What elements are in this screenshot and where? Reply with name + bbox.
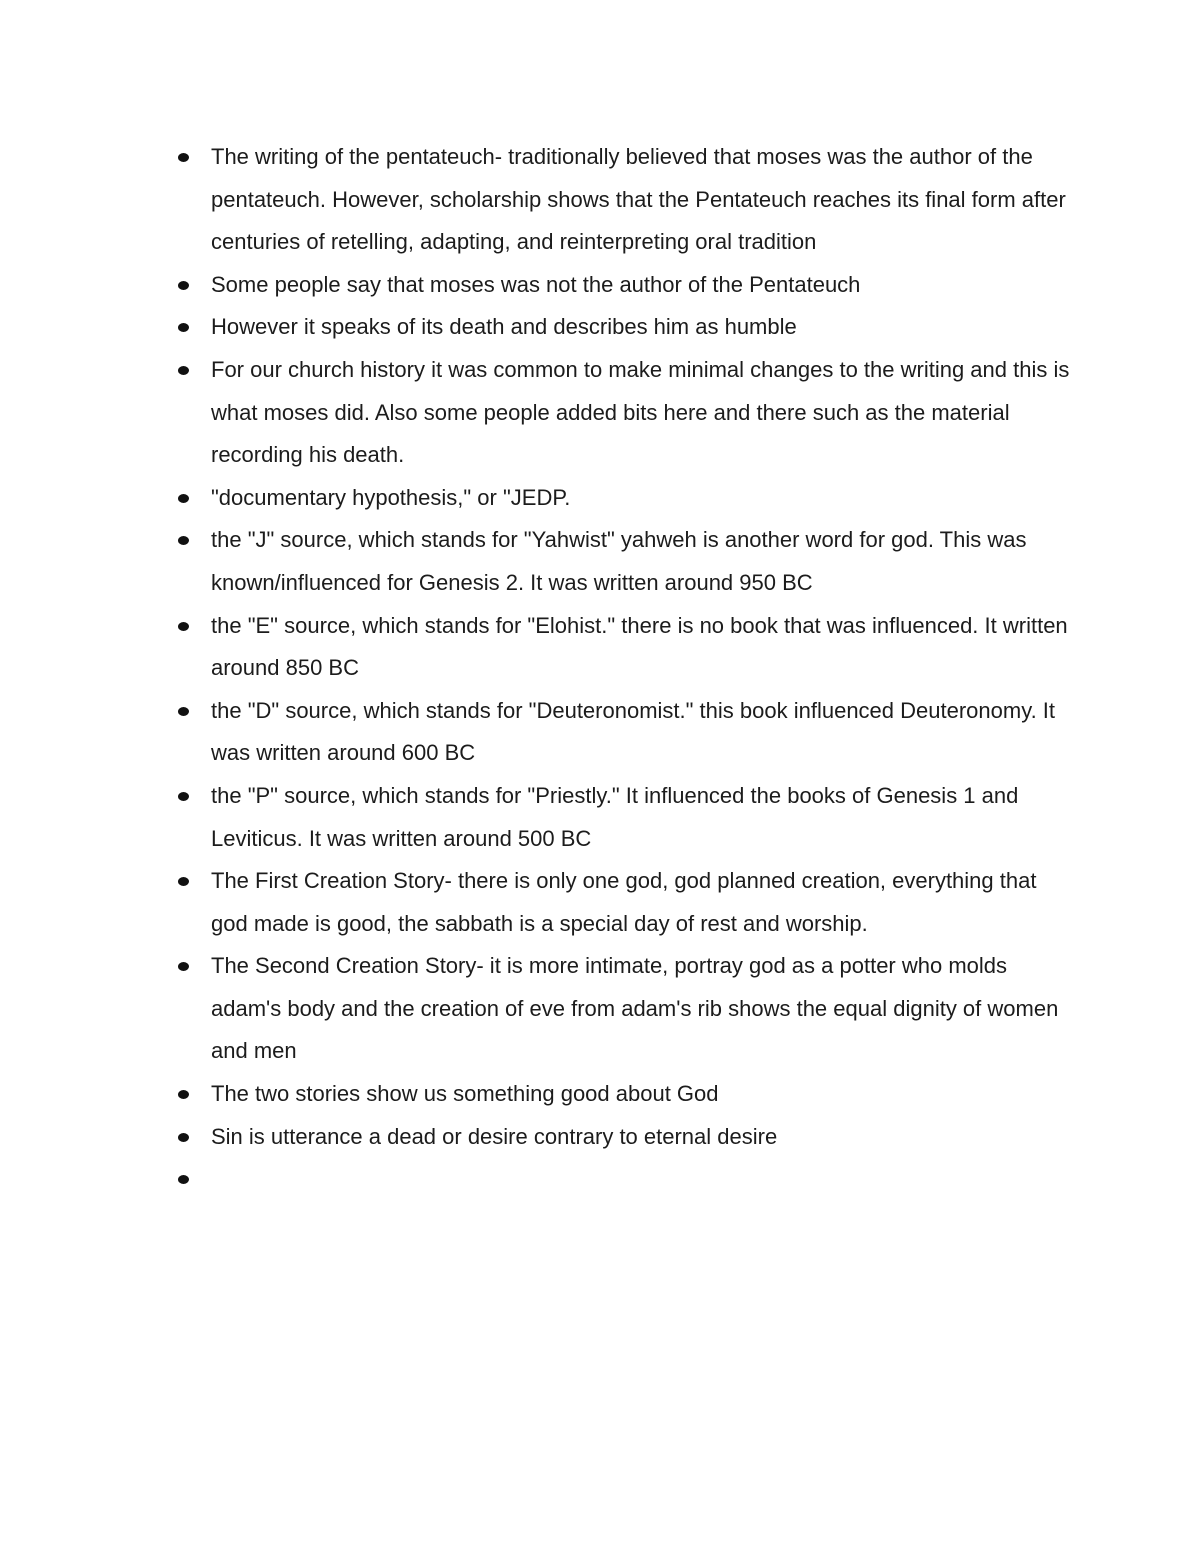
list-item [171, 775, 1071, 860]
list-item [171, 519, 1071, 604]
list-item [171, 306, 1071, 349]
bullet-icon [178, 622, 189, 631]
list-item-text: The writing of the pentateuch- traditionally believed that moses was the author of the pentateuch. However, scholarship shows that the Pentateuch reaches its final form after centuries of retelling, adapting, and reinterpreting oral tradition [211, 144, 1066, 255]
list-item [171, 945, 1071, 1073]
bullet-icon [178, 494, 189, 503]
list-item-text: the "P" source, which stands for "Priestly." It influenced the books of Genesis 1 and Leviticus. It was written around 500 BC [211, 782, 1019, 851]
list-item-text: the "D" source, which stands for "Deuteronomist." this book influenced Deuteronomy. It was written around 600 BC [211, 697, 1056, 766]
bullet-icon [178, 366, 189, 375]
list-item [171, 860, 1071, 945]
bullet-icon [178, 707, 189, 716]
list-item-text: Sin is utterance a dead or desire contrary to eternal desire [211, 1123, 778, 1149]
list-item-text: The Second Creation Story- it is more intimate, portray god as a potter who molds adam's body and the creation of eve from adam's rib shows the equal dignity of women and men [211, 953, 1059, 1064]
list-item-empty [171, 1158, 1071, 1201]
bullet-icon [178, 1175, 189, 1184]
list-item-text: The First Creation Story- there is only one god, god planned creation, everything that god made is good, the sabbath is a special day of rest and worship. [211, 868, 1037, 936]
bullet-icon [178, 153, 189, 162]
list-item-text: The two stories show us something good about God [211, 1081, 719, 1107]
list-item [171, 136, 1071, 264]
list-item-text: However it speaks of its death and describes him as humble [211, 314, 797, 340]
list-item [171, 477, 1071, 520]
list-item-text: "documentary hypothesis," or "JEDP. [211, 484, 571, 510]
list-item-text: the "J" source, which stands for "Yahwist" yahweh is another word for god. This was known/influenced for Genesis 2. It was written around 950 BC [211, 527, 1027, 595]
list-item-text: For our church history it was common to make minimal changes to the writing and this is what moses did. Also some people added bits here and there such as the material recording his death. [211, 356, 1070, 468]
bullet-icon [178, 1133, 189, 1142]
list-item [171, 264, 1071, 307]
bullet-icon [178, 536, 189, 545]
list-item [171, 1073, 1071, 1116]
list-item [171, 690, 1071, 775]
list-item [171, 1116, 1071, 1159]
bullet-icon [178, 1090, 189, 1099]
bullet-icon [178, 281, 189, 290]
bullet-icon [178, 792, 189, 801]
bullet-list [171, 136, 1071, 1201]
list-item [171, 349, 1071, 477]
bullet-icon [178, 877, 189, 886]
bullet-icon [178, 962, 189, 971]
list-item-text: the "E" source, which stands for "Elohist." there is no book that was influenced. It written around 850 BC [211, 612, 1068, 681]
list-item [171, 605, 1071, 690]
list-item-text: Some people say that moses was not the author of the Pentateuch [211, 271, 861, 297]
bullet-icon [178, 323, 189, 332]
